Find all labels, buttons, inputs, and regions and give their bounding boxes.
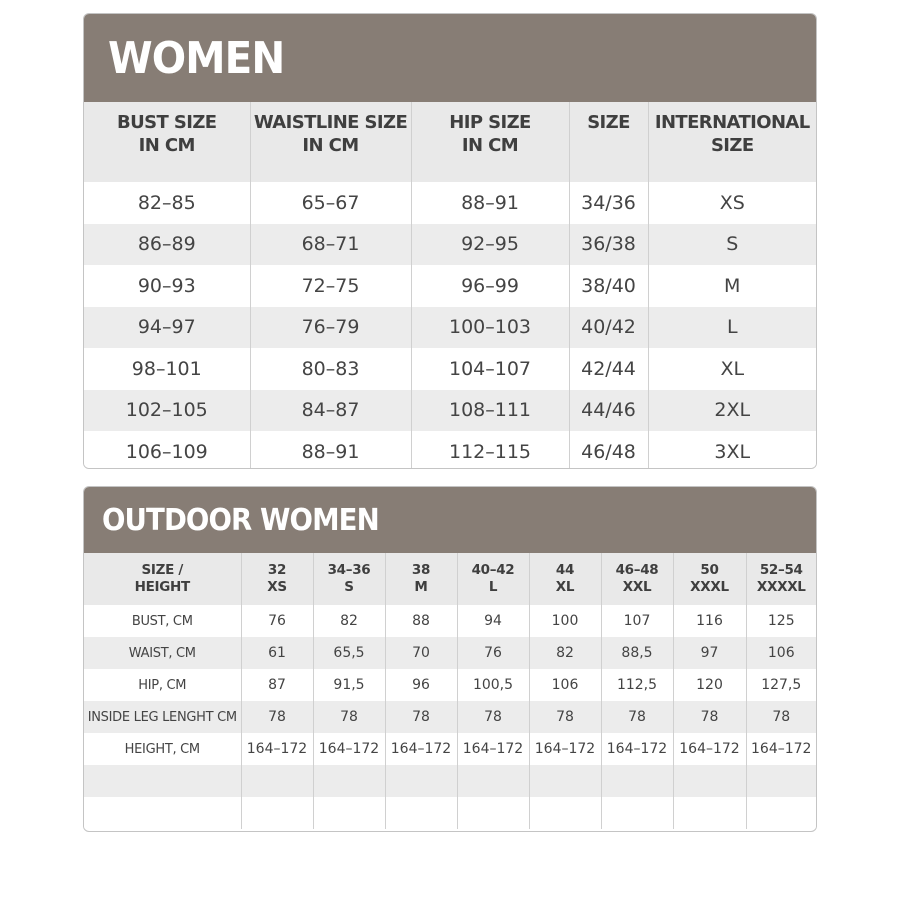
table-cell: M bbox=[648, 265, 816, 307]
table-cell: 78 bbox=[529, 701, 601, 733]
table-row bbox=[84, 182, 816, 224]
outdoor-header-size: 44 XL bbox=[529, 553, 601, 605]
table-cell: 102–105 bbox=[84, 390, 250, 432]
table-cell bbox=[313, 765, 385, 797]
row-label: WAIST, CM bbox=[84, 637, 241, 669]
table-cell: 164–172 bbox=[385, 733, 457, 765]
table-cell: 125 bbox=[746, 605, 816, 637]
table-cell: 164–172 bbox=[746, 733, 816, 765]
outdoor-header-size: 38 M bbox=[385, 553, 457, 605]
table-cell: 78 bbox=[673, 701, 746, 733]
outdoor-header-size-height: SIZE / HEIGHT bbox=[84, 553, 241, 605]
table-cell: 65,5 bbox=[313, 637, 385, 669]
women-title: WOMEN bbox=[108, 32, 285, 84]
table-cell: 40/42 bbox=[569, 307, 648, 349]
table-row bbox=[84, 733, 816, 765]
table-cell bbox=[746, 765, 816, 797]
table-row bbox=[84, 701, 816, 733]
table-cell: 84–87 bbox=[250, 390, 411, 432]
table-cell bbox=[241, 797, 313, 829]
table-cell: 88 bbox=[385, 605, 457, 637]
outdoor-header-size: 52–54 XXXXL bbox=[746, 553, 816, 605]
table-cell: 164–172 bbox=[313, 733, 385, 765]
table-cell bbox=[529, 797, 601, 829]
table-cell: 86–89 bbox=[84, 224, 250, 266]
table-row bbox=[84, 605, 816, 637]
table-cell bbox=[241, 765, 313, 797]
table-row bbox=[84, 765, 816, 797]
table-cell: 76–79 bbox=[250, 307, 411, 349]
outdoor-header-size: 34–36 S bbox=[313, 553, 385, 605]
table-cell: 61 bbox=[241, 637, 313, 669]
table-cell: 100 bbox=[529, 605, 601, 637]
table-cell: 78 bbox=[385, 701, 457, 733]
table-cell: 78 bbox=[746, 701, 816, 733]
table-cell: 94 bbox=[457, 605, 529, 637]
table-cell bbox=[601, 765, 673, 797]
outdoor-title: OUTDOOR WOMEN bbox=[102, 502, 379, 538]
table-cell: 82 bbox=[313, 605, 385, 637]
table-cell: 96 bbox=[385, 669, 457, 701]
table-cell: 97 bbox=[673, 637, 746, 669]
table-cell: 164–172 bbox=[673, 733, 746, 765]
table-cell bbox=[673, 797, 746, 829]
table-cell: 164–172 bbox=[529, 733, 601, 765]
table-cell: 90–93 bbox=[84, 265, 250, 307]
table-cell: 76 bbox=[241, 605, 313, 637]
table-cell bbox=[457, 797, 529, 829]
women-size-chart bbox=[83, 13, 817, 469]
table-cell: 88–91 bbox=[411, 182, 569, 224]
table-cell: S bbox=[648, 224, 816, 266]
table-cell: 164–172 bbox=[601, 733, 673, 765]
table-cell bbox=[601, 797, 673, 829]
table-row bbox=[84, 431, 816, 469]
outdoor-size-table bbox=[84, 553, 816, 829]
table-cell bbox=[457, 765, 529, 797]
table-row bbox=[84, 669, 816, 701]
table-cell: 94–97 bbox=[84, 307, 250, 349]
table-cell bbox=[673, 765, 746, 797]
table-row bbox=[84, 797, 816, 829]
table-cell: 34/36 bbox=[569, 182, 648, 224]
women-header-hip: HIP SIZE IN CM bbox=[411, 102, 569, 182]
women-header-international: INTERNATIONAL SIZE bbox=[648, 102, 816, 182]
outdoor-header-size: 50 XXXL bbox=[673, 553, 746, 605]
table-cell: 70 bbox=[385, 637, 457, 669]
women-header-waist: WAISTLINE SIZE IN CM bbox=[250, 102, 411, 182]
table-cell: 38/40 bbox=[569, 265, 648, 307]
row-label: INSIDE LEG LENGHT CM bbox=[84, 701, 241, 733]
table-cell: 91,5 bbox=[313, 669, 385, 701]
table-row bbox=[84, 637, 816, 669]
table-cell: 78 bbox=[241, 701, 313, 733]
table-cell: 36/38 bbox=[569, 224, 648, 266]
table-cell: 78 bbox=[313, 701, 385, 733]
women-size-table bbox=[84, 102, 816, 469]
table-cell: 76 bbox=[457, 637, 529, 669]
table-cell: 100,5 bbox=[457, 669, 529, 701]
table-cell bbox=[313, 797, 385, 829]
table-cell: 88,5 bbox=[601, 637, 673, 669]
women-header-row bbox=[84, 102, 816, 182]
women-header-bust: BUST SIZE IN CM bbox=[84, 102, 250, 182]
table-cell: 164–172 bbox=[241, 733, 313, 765]
table-cell: 120 bbox=[673, 669, 746, 701]
table-cell: 72–75 bbox=[250, 265, 411, 307]
outdoor-women-size-chart bbox=[83, 486, 817, 832]
outdoor-header-size: 32 XS bbox=[241, 553, 313, 605]
row-label bbox=[84, 797, 241, 829]
table-cell: 106 bbox=[529, 669, 601, 701]
women-header-size: SIZE bbox=[569, 102, 648, 182]
table-cell: 107 bbox=[601, 605, 673, 637]
table-cell: 65–67 bbox=[250, 182, 411, 224]
table-cell bbox=[529, 765, 601, 797]
table-cell: 127,5 bbox=[746, 669, 816, 701]
row-label: BUST, CM bbox=[84, 605, 241, 637]
table-row bbox=[84, 390, 816, 432]
table-cell: 104–107 bbox=[411, 348, 569, 390]
table-cell: 82 bbox=[529, 637, 601, 669]
outdoor-header-size: 40–42 L bbox=[457, 553, 529, 605]
table-cell: 78 bbox=[457, 701, 529, 733]
row-label: HEIGHT, CM bbox=[84, 733, 241, 765]
table-row bbox=[84, 348, 816, 390]
table-cell: 82–85 bbox=[84, 182, 250, 224]
table-cell: 164–172 bbox=[457, 733, 529, 765]
table-cell: 3XL bbox=[648, 431, 816, 469]
table-cell: 2XL bbox=[648, 390, 816, 432]
table-row bbox=[84, 265, 816, 307]
table-cell: 106 bbox=[746, 637, 816, 669]
table-cell: 87 bbox=[241, 669, 313, 701]
table-row bbox=[84, 307, 816, 349]
table-cell: 108–111 bbox=[411, 390, 569, 432]
table-cell bbox=[385, 797, 457, 829]
outdoor-header-size: 46–48 XXL bbox=[601, 553, 673, 605]
table-cell: 88–91 bbox=[250, 431, 411, 469]
table-cell: 78 bbox=[601, 701, 673, 733]
table-cell: XL bbox=[648, 348, 816, 390]
outdoor-header-row bbox=[84, 553, 816, 605]
table-cell: L bbox=[648, 307, 816, 349]
table-cell: 112–115 bbox=[411, 431, 569, 469]
row-label: HIP, CM bbox=[84, 669, 241, 701]
table-cell: XS bbox=[648, 182, 816, 224]
table-cell: 96–99 bbox=[411, 265, 569, 307]
table-cell: 80–83 bbox=[250, 348, 411, 390]
table-cell bbox=[385, 765, 457, 797]
table-cell: 106–109 bbox=[84, 431, 250, 469]
table-row bbox=[84, 224, 816, 266]
table-cell: 98–101 bbox=[84, 348, 250, 390]
table-cell: 116 bbox=[673, 605, 746, 637]
table-cell: 46/48 bbox=[569, 431, 648, 469]
table-cell bbox=[746, 797, 816, 829]
table-cell: 68–71 bbox=[250, 224, 411, 266]
table-cell: 42/44 bbox=[569, 348, 648, 390]
table-cell: 112,5 bbox=[601, 669, 673, 701]
women-title-banner bbox=[84, 14, 816, 102]
row-label bbox=[84, 765, 241, 797]
outdoor-title-banner bbox=[84, 487, 816, 553]
table-cell: 92–95 bbox=[411, 224, 569, 266]
table-cell: 100–103 bbox=[411, 307, 569, 349]
table-cell: 44/46 bbox=[569, 390, 648, 432]
